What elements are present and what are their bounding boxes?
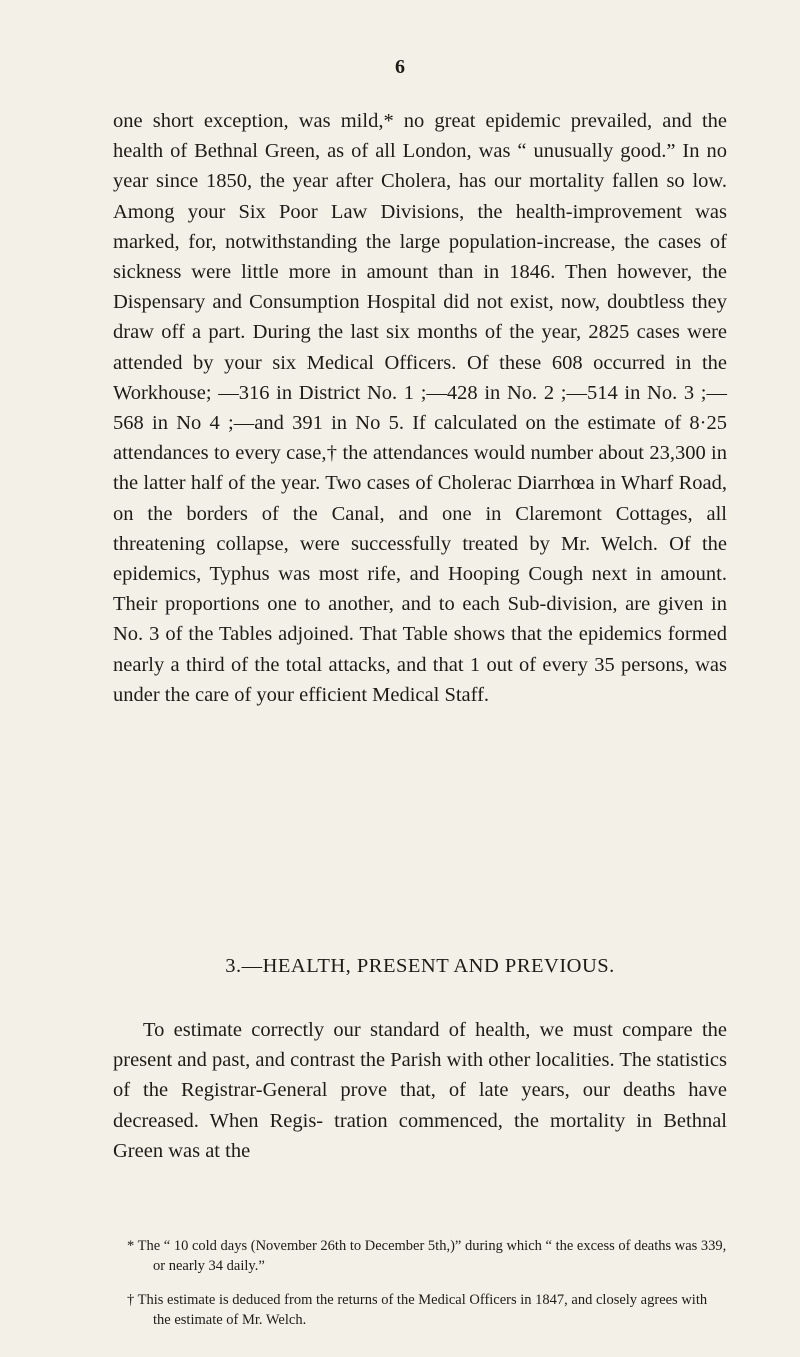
page-number: 6 <box>395 56 405 78</box>
footnote-2: † This estimate is deduced from the returns of the Medical Officers in 1847, and closely agrees with the estimate of Mr. Welch. <box>127 1292 708 1328</box>
footnote-1: * The “ 10 cold days (November 26th to December 5th,)” during which “ the excess of deaths was 339, or nearly 34 daily.” <box>127 1238 727 1274</box>
body-paragraph-1: one short exception, was mild,* no great epidemic prevailed, and the health of Bethnal Green, as of all London, was “ unusually good.” In no year since 1850, the year after Cholera, has our mortality fallen so low. Among your Six Poor Law Divisions, the health-improvement was marked, for, notwithstanding the large population-increase, the cases of sickness were little more in amount than in 1846. Then however, the Dispensary and Consumption Hospital did not exist, now, doubtless they draw off a part. During the last six months of the year, 2825 cases were attended by your six Medical Officers. Of these 608 occurred in the Workhouse; —316 in District No. 1 ;—428 in No. 2 ;—514 in No. 3 ;— 568 in No 4 ;—and 391 in No 5. If calculated on the estimate of 8·25 attendances to every case,† the attendances would number about 23,300 in the latter half of the year. Two cases of Cholerac Diarrhœa in Wharf Road, on the borders of the Canal, and one in Claremont Cottages, all threatening collapse, were successfully treated by Mr. Welch. Of the epidemics, Typhus was most rife, and Hooping Cough next in amount. Their proportions one to another, and to each Sub-division, are given in No. 3 of the Tables adjoined. That Table shows that the epidemics formed nearly a third of the total attacks, and that 1 out of every 35 persons, was under the care of your efficient Medical Staff. <box>113 110 727 706</box>
section-heading: 3.—HEALTH, PRESENT AND PREVIOUS. <box>225 955 615 977</box>
body-paragraph-2: To estimate correctly our standard of health, we must compare the present and past, and contrast the Parish with other localities. The statistics of the Registrar-General prove that, of late years, our deaths have decreased. When Regis- tration commenced, the mortality in Bethnal Green was at the <box>113 1019 727 1162</box>
